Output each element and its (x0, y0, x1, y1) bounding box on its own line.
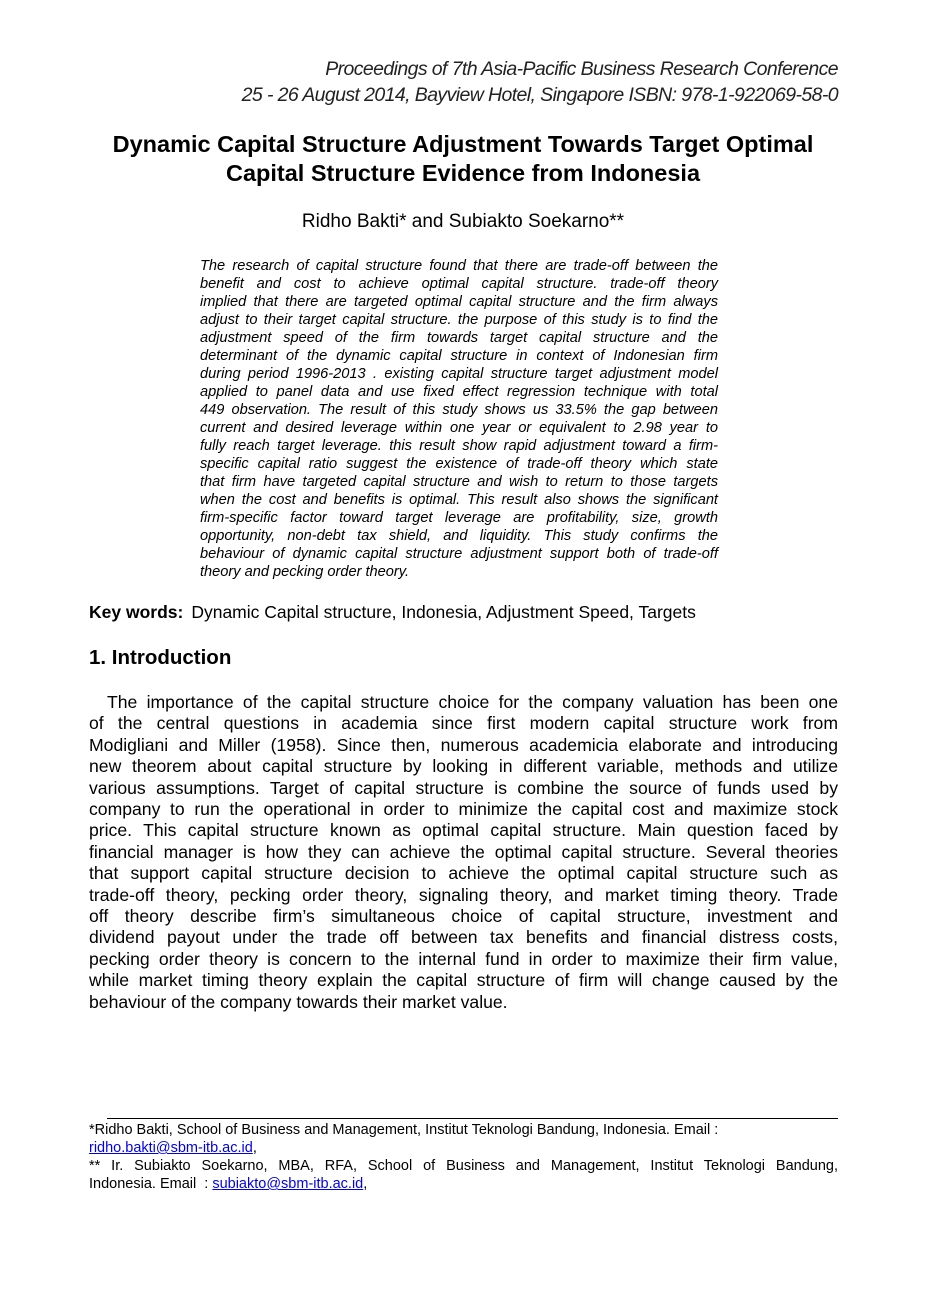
footnote-2-prefix: Indonesia. Email : (89, 1176, 213, 1192)
email-link-subiakto[interactable]: subiakto@sbm-itb.ac.id (212, 1176, 364, 1192)
intro-line: that support capital structure decision to achieve the optimal capital structure such as (89, 863, 838, 884)
keywords (89, 602, 696, 623)
abstract-line: determinant of the dynamic capital structure in context of Indonesian firm (200, 348, 718, 364)
intro-line: The importance of the capital structure choice for the company valuation has been one (107, 692, 838, 712)
intro-line: price. This capital structure known as optimal capital structure. Main question faced by (89, 820, 838, 841)
email-link-ridho[interactable]: ridho.bakti@sbm-itb.ac.id (89, 1140, 253, 1156)
footnote-2-tail: , (363, 1176, 368, 1192)
conference-header-line2: 25 - 26 August 2014, Bayview Hotel, Singapore ISBN: 978-1-922069-58-0 (241, 84, 838, 106)
intro-line: of the central questions in academia since first modern capital structure work from (89, 713, 838, 734)
intro-line: trade-off theory, pecking order theory, signaling theory, and market timing theory. Trade (89, 884, 838, 905)
abstract-line: theory and pecking order theory. (200, 564, 410, 580)
intro-line: behaviour of the company towards their market value. (89, 991, 508, 1012)
abstract-line: during period 1996-2013 . existing capital structure target adjustment model (200, 366, 718, 382)
intro-line: pecking order theory is concern to the internal fund in order to maximize their firm value, (89, 948, 838, 969)
section-heading: 1. Introduction (89, 646, 232, 669)
footnote-1-tail: , (252, 1140, 257, 1156)
intro-line: financial manager is how they can achieve the optimal capital structure. Several theories (89, 841, 838, 862)
abstract-line: adjust to their target capital structure. the purpose of this study is to find the (200, 312, 718, 328)
footnote-1-text: *Ridho Bakti, School of Business and Management, Institut Teknologi Bandung, Indonesia. Email : (89, 1122, 719, 1138)
intro-line: company to run the operational in order to minimize the capital cost and maximize stock (89, 799, 838, 820)
abstract-line: benefit and cost to achieve optimal capital structure. trade-off theory (200, 276, 718, 292)
introduction-paragraph (89, 692, 838, 1013)
intro-line: various assumptions. Target of capital structure is combine the source of funds used by (89, 777, 838, 798)
abstract-line: fully reach target leverage. this result show rapid adjustment toward a firm- (200, 438, 718, 454)
footnote-separator (107, 1118, 838, 1119)
keywords-label: Key words: (89, 602, 184, 622)
intro-line: off theory describe firm’s simultaneous choice of capital structure, investment and (89, 906, 838, 927)
title-line2: Capital Structure Evidence from Indonesia (225, 160, 701, 186)
footnotes (89, 1121, 838, 1193)
abstract-line: firm-specific factor toward target leverage are profitability, size, growth (200, 510, 718, 526)
abstract-line: 449 observation. The result of this study shows us 33.5% the gap between (200, 402, 718, 418)
authors: Ridho Bakti* and Subiakto Soekarno** (301, 211, 625, 232)
abstract-line: specific capital ratio suggest the existence of trade-off theory which state (200, 456, 718, 472)
conference-header-line1: Proceedings of 7th Asia-Pacific Business Research Conference (325, 58, 838, 80)
title-line1: Dynamic Capital Structure Adjustment Towards Target Optimal (112, 131, 814, 157)
abstract-line: that firm have targeted capital structure and wish to return to those targets (200, 474, 718, 490)
abstract-line: when the cost and benefits is optimal. This result also shows the significant (200, 492, 718, 508)
abstract-line: opportunity, non-debt tax shield, and liquidity. This study confirms the (200, 528, 718, 544)
abstract-line: adjustment speed of the firm towards target capital structure and the (200, 330, 718, 346)
abstract-line: The research of capital structure found that there are trade-off between the (200, 258, 718, 274)
footnote-2-text: ** Ir. Subiakto Soekarno, MBA, RFA, School of Business and Management, Institut Teknologi Bandung, (89, 1158, 838, 1174)
keywords-value: Dynamic Capital structure, Indonesia, Adjustment Speed, Targets (191, 602, 696, 622)
intro-line: new theorem about capital structure by looking in different variable, methods and utilize (89, 756, 838, 777)
footnote-1 (89, 1121, 838, 1157)
paper-title (60, 130, 866, 188)
abstract-line: applied to panel data and use fixed effect regression technique with total (200, 384, 718, 400)
abstract-line: current and desired leverage within one year or equivalent to 2.98 year to (200, 420, 718, 436)
intro-line: while market timing theory explain the capital structure of firm will change caused by the (89, 970, 838, 991)
intro-line: Modigliani and Miller (1958). Since then, numerous academicia elaborate and introducing (89, 734, 838, 755)
abstract-line: implied that there are targeted optimal capital structure and the firm always (200, 294, 718, 310)
abstract-line: behaviour of dynamic capital structure adjustment support both of trade-off (200, 546, 718, 562)
abstract (200, 257, 718, 581)
intro-line: dividend payout under the trade off between tax benefits and financial distress costs, (89, 927, 838, 948)
footnote-2 (89, 1157, 838, 1193)
